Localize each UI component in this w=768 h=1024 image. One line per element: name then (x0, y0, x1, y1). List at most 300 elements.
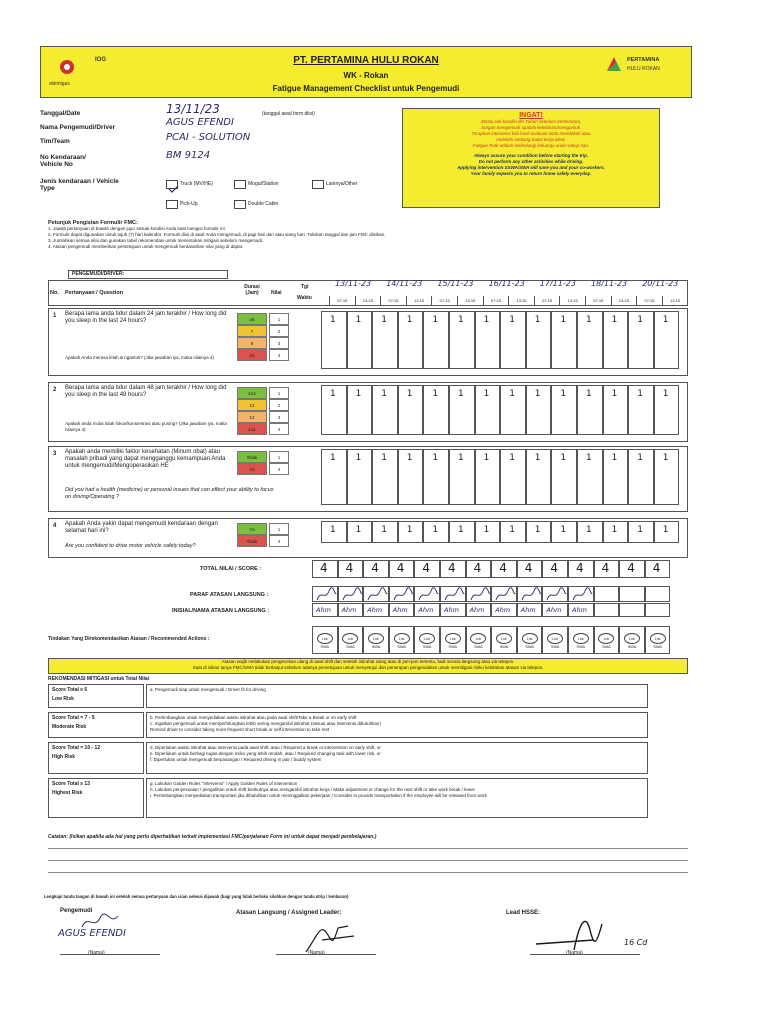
company-title: PT. PERTAMINA HULU ROKAN (293, 55, 439, 66)
paraf-signature (415, 587, 441, 603)
swa-label: SWA (320, 645, 330, 649)
ingat-red-line: Terapkan intervensi bila hasil evaluasi anda mendekati atau (471, 131, 591, 136)
action-option-circle: Lnk (419, 633, 435, 644)
ingat-blue-line: Do not perform any other activities while driving. (478, 159, 584, 164)
answer-cell[interactable] (423, 385, 449, 435)
risk-level: Moderate Risk (52, 724, 87, 730)
total-cell[interactable] (363, 560, 389, 578)
answer-cell[interactable] (551, 385, 577, 435)
nilai-cell: 3 (269, 411, 289, 423)
fmc-form-sheet (40, 42, 692, 956)
question-text: Berapa lama anda tidur dalam 48 jam terakhir / How long did you sleep in the last 48 hours? (65, 385, 227, 398)
inisial-value: Ahm (418, 606, 434, 614)
answer-cell[interactable] (372, 449, 398, 505)
logo-right-text: PERTAMINA (627, 57, 660, 63)
type-pickup-label: Pick-Up (180, 201, 198, 207)
paraf-signature (390, 587, 416, 603)
answer-cell[interactable] (372, 311, 398, 369)
sig-line-driver (60, 954, 160, 955)
action-cell[interactable] (363, 626, 389, 654)
answer-cell[interactable] (603, 385, 629, 435)
nilai-cell: 4 (269, 349, 289, 361)
action-option-circle: Lnk (624, 633, 640, 644)
answer-mark: 1 (432, 453, 439, 463)
nilai-cell: 1 (269, 451, 289, 463)
answer-cell[interactable] (654, 521, 680, 543)
answer-mark: 1 (586, 525, 592, 535)
action-option-circle: Lnk (598, 633, 614, 644)
paraf-cell[interactable] (414, 586, 440, 602)
total-value: 4 (652, 561, 661, 575)
sig-hsse-name-label: (Nama) (566, 950, 583, 956)
answer-mark: 1 (355, 315, 362, 325)
answer-cell[interactable] (654, 311, 680, 369)
answer-cell[interactable] (577, 311, 603, 369)
answer-cell[interactable] (475, 311, 501, 369)
driver-value[interactable]: AGUS EFENDI (166, 117, 234, 128)
answer-mark: 1 (406, 525, 413, 535)
time-column-value: 13:15 (508, 296, 534, 306)
answer-cell[interactable] (628, 449, 654, 505)
answer-cell[interactable] (398, 385, 424, 435)
paraf-cell[interactable] (594, 586, 620, 602)
inisial-cell[interactable] (414, 603, 440, 617)
answer-mark: 1 (509, 315, 515, 325)
footer-note: Lengkapi tanda tangan di bawah ini setelah semua pertanyaan dan isian selesai dijawab (bagi yang tidak berlaku silahkan dengan tanda strip / lembaran) (44, 894, 349, 899)
total-cell[interactable] (619, 560, 645, 578)
answer-cell[interactable] (628, 385, 654, 435)
time-column-value: 13:15 (355, 296, 381, 306)
answer-cell[interactable] (423, 449, 449, 505)
total-cell[interactable] (466, 560, 492, 578)
date-column-value: 16/11-23 (488, 279, 525, 288)
durasi-cell: Ya (237, 463, 267, 475)
action-cell[interactable] (338, 626, 364, 654)
total-cell[interactable] (440, 560, 466, 578)
answer-mark: 1 (330, 453, 336, 463)
time-column-value: 13:15 (662, 296, 688, 306)
col-no-header: No. (50, 290, 59, 296)
answer-cell[interactable] (449, 521, 475, 543)
score-box (48, 684, 144, 708)
answer-cell[interactable] (449, 449, 475, 505)
inisial-value: Ahm (520, 606, 536, 614)
paraf-cell[interactable] (363, 586, 389, 602)
time-column-value: 13:15 (457, 296, 483, 306)
inisial-value: Ahm (392, 606, 408, 614)
inisial-cell[interactable] (466, 603, 492, 617)
inisial-cell[interactable] (312, 603, 338, 617)
inisial-cell[interactable] (594, 603, 620, 617)
total-cell[interactable] (414, 560, 440, 578)
answer-mark: 1 (406, 389, 413, 399)
swa-label: SWA (576, 645, 586, 649)
hsse-signature (534, 910, 614, 954)
answer-cell[interactable] (500, 449, 526, 505)
answer-cell[interactable] (603, 311, 629, 369)
answer-mark: 1 (330, 525, 336, 535)
time-column-value: 07:15 (483, 296, 509, 306)
answer-cell[interactable] (500, 311, 526, 369)
total-value: 4 (422, 561, 431, 575)
durasi-cell: 13 (237, 399, 267, 411)
paraf-cell[interactable] (619, 586, 645, 602)
answer-mark: 1 (586, 315, 592, 325)
answer-cell[interactable] (628, 521, 654, 543)
paraf-cell[interactable] (338, 586, 364, 602)
question-number: 3 (53, 451, 57, 457)
recommended-action: c. Ingatkan pengemudi untuk memperhitungkan lebih sering mengambil istirahat (sesuai atau Intervensi dibutuhkan) (150, 721, 381, 726)
answer-cell[interactable] (551, 449, 577, 505)
answer-mark: 1 (611, 315, 618, 325)
answer-cell[interactable] (423, 521, 449, 543)
wk-label: WK - Rokan (343, 71, 389, 80)
durasi-cell: ≤5 (237, 349, 267, 361)
score-range: Score Total ≤ 6 (52, 687, 88, 693)
answer-mark: 1 (611, 453, 618, 463)
type-mogul-label: Mogul/Station (248, 181, 279, 187)
instruction-item: 1. Jawab pertanyaan di bawah dengan jujur sesuai kondisi Anda saat mengisi formulir ini. (48, 226, 226, 231)
instructions-title: Petunjuk Pengisian Formulir FMC: (48, 220, 138, 226)
ingat-red-line: Jangan mengemudi apabila kelelahan/mengantuk. (480, 125, 582, 130)
answer-cell[interactable] (347, 449, 373, 505)
paraf-cell[interactable] (491, 586, 517, 602)
action-option-circle: Lnk (547, 633, 563, 644)
total-value: 4 (345, 561, 354, 575)
vehicle-value[interactable]: BM 9124 (166, 150, 211, 161)
action-cell[interactable] (440, 626, 466, 654)
answer-cell[interactable] (577, 385, 603, 435)
paraf-signature (313, 587, 339, 603)
action-cell[interactable] (594, 626, 620, 654)
nilai-cell: 4 (269, 535, 289, 547)
type-truck-checkbox[interactable] (166, 180, 178, 189)
answer-mark: 1 (509, 525, 515, 535)
answer-cell[interactable] (628, 311, 654, 369)
sig-line-hsse (530, 954, 640, 955)
durasi-cell: ≥8 (237, 313, 267, 325)
ingat-blue-line: Applying intervention SSWA/SWA will save you and your co-workers. (457, 165, 605, 170)
inisial-cell[interactable] (363, 603, 389, 617)
sig-leader-label: Atasan Langsung / Assigned Leader: (236, 910, 342, 916)
total-cell[interactable] (389, 560, 415, 578)
inisial-cell[interactable] (338, 603, 364, 617)
time-column-value: 13:15 (611, 296, 637, 306)
action-cell[interactable] (466, 626, 492, 654)
answer-mark: 1 (662, 315, 669, 325)
ingat-red-line: Selalu cek kondisi diri Tuhan sebelum berkendara, (480, 119, 582, 124)
paraf-cell[interactable] (466, 586, 492, 602)
answer-cell[interactable] (449, 385, 475, 435)
action-cell[interactable] (542, 626, 568, 654)
date-value[interactable]: 13/11/23 (166, 102, 220, 116)
recommended-action: f. Diperlukan untuk mengemudi berpasangan / Required driving in pair / buddy system (150, 757, 322, 762)
type-other-label: Lainnya/Other (326, 181, 358, 187)
total-cell[interactable] (491, 560, 517, 578)
paraf-signature (569, 587, 595, 603)
catatan-line-1 (48, 848, 688, 849)
answer-cell[interactable] (500, 521, 526, 543)
answer-cell[interactable] (551, 311, 577, 369)
team-value[interactable]: PCAI - SOLUTION (166, 132, 251, 143)
answer-cell[interactable] (526, 521, 552, 543)
answer-cell[interactable] (449, 311, 475, 369)
action-option-circle: Lnk (522, 633, 538, 644)
answer-cell[interactable] (577, 449, 603, 505)
recommendation-title: REKOMENDASI MITIGASI untuk Total Nilai (48, 676, 150, 682)
total-value: 4 (524, 561, 533, 575)
answer-cell[interactable] (475, 385, 501, 435)
action-cell[interactable] (517, 626, 543, 654)
question-number: 1 (53, 313, 57, 319)
logo-left-sub: IOG (95, 57, 107, 63)
paraf-signature (518, 587, 544, 603)
answer-mark: 1 (458, 525, 464, 535)
action-option-circle: Lnk (573, 633, 589, 644)
swa-label: SWA (371, 645, 381, 649)
answer-mark: 1 (560, 453, 567, 463)
swa-label: SWA (525, 645, 534, 649)
recommended-action: d. Diperlukan waktu istirahat atau intervensi pada awal shift, atau / Required a break or intervention on early shift, or (150, 745, 381, 750)
action-cell[interactable] (645, 626, 671, 654)
answer-mark: 1 (355, 525, 362, 535)
nilai-cell: 3 (269, 337, 289, 349)
durasi-cell: 12 (237, 411, 267, 423)
form-subtitle: Fatigue Management Checklist untuk Pengemudi (272, 84, 460, 93)
answer-mark: 1 (381, 315, 387, 325)
type-mogul-checkbox[interactable] (234, 180, 246, 189)
answer-cell[interactable] (603, 521, 629, 543)
inisial-cell[interactable] (389, 603, 415, 617)
date-column-value: 18/11-23 (591, 279, 628, 288)
action-label: Tindakan Yang Direkomendasikan Atasan / Recommended Actions : (48, 636, 210, 642)
swa-label: SWA (397, 645, 406, 649)
paraf-cell[interactable] (645, 586, 671, 602)
pertamina-logo (605, 53, 685, 83)
total-cell[interactable] (517, 560, 543, 578)
inisial-value: Ahm (469, 606, 485, 614)
answer-cell[interactable] (372, 521, 398, 543)
time-column-value: 07:15 (380, 296, 406, 306)
date-note: (tanggal awal form diisi) (262, 111, 315, 117)
paraf-cell[interactable] (517, 586, 543, 602)
hsse-initials: 16 Cd (624, 938, 648, 947)
action-cell[interactable] (568, 626, 594, 654)
time-column-value: 07:15 (329, 296, 355, 306)
answer-cell[interactable] (321, 449, 347, 505)
ingat-blue-line: Your family expects you to return home safely everyday. (470, 171, 592, 176)
action-cell[interactable] (312, 626, 338, 654)
driver-signature (80, 912, 120, 932)
nilai-cell: 2 (269, 399, 289, 411)
inisial-cell[interactable] (619, 603, 645, 617)
inisial-value: Ahm (572, 606, 587, 614)
time-column-value: 07:15 (636, 296, 662, 306)
recommended-action: a. Pengemudi siap untuk mengemudi / Driver fit for driving (150, 687, 266, 692)
answer-mark: 1 (432, 315, 439, 325)
nilai-cell: 4 (269, 463, 289, 475)
question-note: Apakah Anda merasa lelah & ngantuk? (Jika jawaban iya, maka nilainya 4) (65, 355, 214, 360)
question-text: Apakah Anda yakin dapat mengemudi kendaraan dengan selamat hari ini? (65, 521, 218, 534)
inisial-value: Ahm (546, 606, 562, 614)
answer-cell[interactable] (347, 311, 373, 369)
paraf-cell[interactable] (389, 586, 415, 602)
answer-cell[interactable] (321, 385, 347, 435)
inisial-cell[interactable] (542, 603, 568, 617)
instruction-item: 4. Atasan pengemudi memberikan persetujuan untuk mengemudi berdasarkan nilai yang di dapat. (48, 244, 244, 249)
sig-leader-name-label: (Nama) (308, 950, 325, 956)
answer-cell[interactable] (551, 521, 577, 543)
score-range: Score Total = 10 - 12 (52, 745, 101, 751)
instructions (48, 220, 688, 250)
answer-mark: 1 (534, 315, 541, 325)
answer-mark: 1 (662, 389, 669, 399)
action-cell[interactable] (491, 626, 517, 654)
col-question-header: Pertanyaan / Question (65, 290, 124, 296)
team-label: Tim/Team (40, 138, 70, 145)
nilai-cell: 2 (269, 325, 289, 337)
answer-cell[interactable] (654, 449, 680, 505)
answer-mark: 1 (611, 525, 618, 535)
answer-mark: 1 (586, 389, 592, 399)
answer-cell[interactable] (423, 311, 449, 369)
answer-cell[interactable] (398, 311, 424, 369)
answer-mark: 1 (381, 525, 387, 535)
question-text: Berapa lama anda tidur dalam 24 jam terakhir / How long did you sleep in the last 24 hours? (65, 311, 227, 324)
paraf-cell[interactable] (542, 586, 568, 602)
paraf-signature (543, 587, 569, 603)
ingat-red-lines (409, 119, 653, 149)
score-box (48, 712, 144, 738)
total-cell[interactable] (645, 560, 671, 578)
inisial-cell[interactable] (645, 603, 671, 617)
nilai-cell: 1 (269, 313, 289, 325)
logo-left-text: skkmigas (49, 81, 70, 87)
answer-cell[interactable] (475, 449, 501, 505)
total-cell[interactable] (594, 560, 620, 578)
answer-mark: 1 (458, 453, 464, 463)
total-value: 4 (320, 561, 328, 575)
swa-label: SWA (499, 645, 509, 649)
question-row (48, 382, 688, 442)
answer-mark: 1 (381, 453, 387, 463)
type-doublecabin-checkbox[interactable] (234, 200, 246, 209)
inisial-value: Ahm (316, 606, 331, 614)
risk-level: High Risk (52, 754, 76, 760)
answer-cell[interactable] (398, 449, 424, 505)
answer-cell[interactable] (321, 311, 347, 369)
swa-label: SWA (422, 645, 432, 649)
type-other-checkbox[interactable] (312, 180, 324, 189)
supervisor-note (48, 658, 688, 674)
answer-mark: 1 (458, 315, 464, 325)
answer-mark: 1 (509, 389, 515, 399)
swa-label: SWA (448, 645, 458, 649)
type-truck-label: Truck (MV/HE) (180, 181, 213, 187)
score-range: Score Total ≥ 13 (52, 781, 90, 787)
logo-right-sub: HULU ROKAN (627, 66, 660, 72)
swa-label: SWA (602, 645, 611, 649)
answer-mark: 1 (432, 525, 439, 535)
answer-mark: 1 (330, 315, 336, 325)
recommended-action: Remind driver to consider taking more frequent short break or self intervention to take rest (150, 727, 330, 732)
total-value: 4 (448, 561, 456, 575)
inisial-cell[interactable] (491, 603, 517, 617)
date-label: Tanggal/Date (40, 110, 81, 117)
question-row (48, 308, 688, 376)
answer-cell[interactable] (372, 385, 398, 435)
swa-label: SWA (627, 645, 637, 649)
type-pickup-checkbox[interactable] (166, 200, 178, 209)
paraf-cell[interactable] (312, 586, 338, 602)
type-doublecabin-label: Double Cabin (248, 201, 279, 207)
answer-mark: 1 (458, 389, 464, 399)
answer-cell[interactable] (347, 385, 373, 435)
answer-mark: 1 (483, 315, 490, 325)
inisial-cell[interactable] (568, 603, 594, 617)
total-cell[interactable] (568, 560, 594, 578)
paraf-cell[interactable] (440, 586, 466, 602)
date-column-value: 15/11-23 (437, 279, 474, 288)
answer-cell[interactable] (475, 521, 501, 543)
answer-cell[interactable] (321, 521, 347, 543)
answer-mark: 1 (483, 525, 490, 535)
answer-cell[interactable] (526, 449, 552, 505)
total-cell[interactable] (542, 560, 568, 578)
durasi-cell: Tidak (237, 451, 267, 463)
nilai-cell: 1 (269, 387, 289, 399)
answer-cell[interactable] (654, 385, 680, 435)
answer-mark: 1 (662, 525, 669, 535)
sig-driver-name-label: (Nama) (88, 950, 105, 956)
inisial-cell[interactable] (517, 603, 543, 617)
answer-mark: 1 (560, 525, 567, 535)
action-cell[interactable] (414, 626, 440, 654)
total-cell[interactable] (338, 560, 364, 578)
answer-mark: 1 (637, 315, 643, 325)
total-value: 4 (601, 561, 610, 575)
action-option-circle: Lnk (496, 633, 512, 644)
total-cell[interactable] (312, 560, 338, 578)
action-cell[interactable] (619, 626, 645, 654)
answer-mark: 1 (560, 315, 567, 325)
paraf-cell[interactable] (568, 586, 594, 602)
total-value: 4 (473, 561, 482, 575)
supervisor-note-line-2: Saat di isikan tanya FMC/SWA tidak berlanjut sebelum adanya persetujuan untuk menyetujui dan penerapan pengendalian untuk memitigasi risiko kelelahan atasan via telepon. (192, 665, 544, 670)
answer-cell[interactable] (347, 521, 373, 543)
inisial-cell[interactable] (440, 603, 466, 617)
ingat-blue-line: Always assure your condition before starting the trip. (473, 153, 589, 158)
question-text-en: Are you confident to drive motor vehicle safely today? (65, 543, 196, 549)
answer-cell[interactable] (526, 385, 552, 435)
answer-cell[interactable] (577, 521, 603, 543)
answer-cell[interactable] (603, 449, 629, 505)
recommended-action: h. Lakukan penyesuaian / pengalihan untuk shift berikutnya atau mengambil istirahat kerja / Make adjustment or change for the next shift or take work break / leave (150, 787, 475, 792)
durasi-cell: 7 (237, 325, 267, 337)
answer-cell[interactable] (500, 385, 526, 435)
action-cell[interactable] (389, 626, 415, 654)
time-column-value: 07:15 (534, 296, 560, 306)
answer-cell[interactable] (398, 521, 424, 543)
answer-mark: 1 (483, 453, 490, 463)
recommended-action: g. Lakukan Golden Rules "Intervensi" / Apply Golden Rules of intervention (150, 781, 298, 786)
answer-cell[interactable] (526, 311, 552, 369)
answer-mark: 1 (406, 453, 413, 463)
answer-mark: 1 (560, 389, 567, 399)
risk-level: Highest Risk (52, 790, 83, 796)
col-nilai-header: Nilai (271, 290, 282, 296)
instructions-list (48, 226, 688, 250)
